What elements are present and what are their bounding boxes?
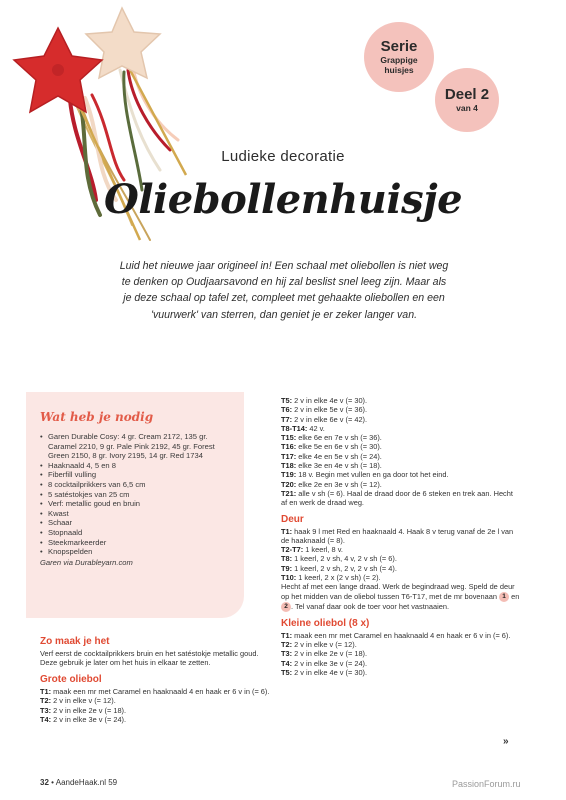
- pattern-row: T21: alle v sh (= 6). Haal de draad door de 6 steken en trek aan. Hecht af en werk de draad weg.: [281, 488, 513, 508]
- large-ball-heading: Grote oliebol: [40, 673, 102, 685]
- pattern-row: T15: elke 6e en 7e v sh (= 36).: [281, 433, 382, 443]
- step-number-1: 1: [499, 592, 509, 602]
- pattern-row: T4: 2 v in elke 3e v (= 24).: [281, 658, 368, 668]
- part-badge-subtitle: van 4: [456, 103, 478, 113]
- door-instructions: Hecht af met een lange draad. Werk de begindraad weg. Speld de deur op het midden van de oliebol tussen T6-T17, met de mr bovenaan 1 en 2 . Tel vanaf daar ook de toer voor het vastnaaien.: [281, 582, 520, 611]
- howto-heading: Zo maak je het: [40, 636, 110, 647]
- list-item: • Verf: metallic goud en bruin: [40, 499, 230, 509]
- list-item: • 5 satéstokjes van 25 cm: [40, 490, 230, 500]
- continue-arrow-icon: »: [503, 736, 509, 747]
- star-center: [52, 64, 64, 76]
- materials-list: [40, 432, 230, 557]
- pattern-row: T2: 2 v in elke v (= 12).: [281, 640, 357, 650]
- door-heading: Deur: [281, 513, 304, 525]
- watermark: PassionForum.ru: [452, 779, 521, 789]
- list-item: • Knopspelden: [40, 547, 230, 557]
- pattern-row: T2-T7: 1 keerl, 8 v.: [281, 545, 343, 555]
- right-column: [281, 396, 521, 677]
- small-ball-heading: Kleine oliebol (8 x): [281, 617, 370, 629]
- pattern-row: T2: 2 v in elke v (= 12).: [40, 696, 116, 706]
- pattern-row: T18: elke 3e en 4e v sh (= 18).: [281, 461, 382, 471]
- pattern-row: T7: 2 v in elke 6e v (= 42).: [281, 414, 368, 424]
- list-item: • Stopnaald: [40, 528, 230, 538]
- left-column: [40, 636, 270, 724]
- series-badge-line-2: huisjes: [384, 65, 414, 75]
- pattern-row: T4: 2 v in elke 3e v (= 24).: [40, 715, 127, 725]
- kicker: Ludieke decoratie: [221, 148, 345, 165]
- materials-title: Wat heb je nodig: [40, 410, 154, 424]
- list-item: • Garen Durable Cosy: 4 gr. Cream 2172, 135 gr. Caramel 2210, 9 gr. Pale Pink 2192, 45 gr. Forest Green 2150, 8 gr. Ivory 2195, 14 gr. Red 1734: [40, 432, 230, 461]
- list-item: • Kwast: [40, 509, 230, 519]
- series-badge-line-1: Grappige: [380, 55, 418, 65]
- list-item: • Steekmarkeerder: [40, 538, 230, 548]
- pattern-row: T19: 18 v. Begin met vullen en ga door tot het eind.: [281, 470, 449, 480]
- part-badge: [435, 68, 499, 132]
- pattern-row: T9: 1 keerl, 2 v sh, 2 v, 2 v sh (= 4).: [281, 563, 397, 573]
- yarn-source: Garen via Durableyarn.com: [40, 557, 133, 567]
- series-badge-title: Serie: [380, 38, 418, 55]
- list-item: • Fiberfill vulling: [40, 470, 230, 480]
- howto-text: Verf eerst de cocktailprikkers bruin en het satéstokje metallic goud. Deze gebruik je later om het huis in elkaar te zetten.: [40, 649, 259, 668]
- pattern-row: T1: haak 9 l met Red en haaknaald 4. Haak 8 v terug vanaf de 2e l van de haaknaald (= 8).: [281, 526, 514, 545]
- materials-panel: [26, 392, 244, 618]
- pattern-row: T3: 2 v in elke 2e v (= 18).: [40, 705, 127, 715]
- page-title: Oliebollenhuisje: [103, 176, 463, 223]
- intro-text: Luid het nieuwe jaar origineel in! Een schaal met oliebollen is niet weg te denken op Oudjaarsavond en hij zal beslist snel leeg zijn. Maar als je deze schaal op tafel zet, compleet met gehaakte oliebollen en een 'vuurwerk' van sterren, dan geniet je er zeker langer van.: [119, 260, 449, 321]
- list-item: • 8 cocktailprikkers van 6,5 cm: [40, 480, 230, 490]
- series-badge: [364, 22, 434, 92]
- pattern-row: T3: 2 v in elke 2e v (= 18).: [281, 649, 368, 659]
- pattern-row: T1: maak een mr met Caramel en haaknaald 4 en haak er 6 v in (= 6).: [281, 630, 511, 640]
- step-number-2: 2: [281, 602, 291, 612]
- pattern-row: T20: elke 2e en 3e v sh (= 12).: [281, 479, 382, 489]
- page-footer: [40, 778, 117, 787]
- footer-separator: •: [51, 778, 54, 787]
- list-item: • Schaar: [40, 518, 230, 528]
- pattern-row: T17: elke 4e en 5e v sh (= 24).: [281, 451, 382, 461]
- pattern-row: T8: 1 keerl, 2 v sh, 4 v, 2 v sh (= 6).: [281, 554, 397, 564]
- pattern-row: T5: 2 v in elke 4e v (= 30).: [281, 667, 368, 677]
- list-item: • Haaknaald 4, 5 en 8: [40, 461, 230, 471]
- page-number: 32: [40, 778, 49, 787]
- pattern-row: T8-T14: 42 v.: [281, 423, 325, 433]
- cream-star-icon: [86, 8, 160, 78]
- pattern-row: T16: elke 5e en 6e v sh (= 30).: [281, 442, 382, 452]
- part-badge-title: Deel 2: [444, 86, 490, 103]
- pattern-row: T6: 2 v in elke 5e v (= 36).: [281, 405, 368, 415]
- pattern-row: T10: 1 keerl, 2 x (2 v sh) (= 2).: [281, 573, 381, 583]
- pattern-row: T5: 2 v in elke 4e v (= 30).: [281, 396, 368, 405]
- publication-name: AandeHaak.nl 59: [55, 778, 118, 787]
- pattern-row: T1: maak een mr met Caramel en haaknaald 4 en haak er 6 v in (= 6).: [40, 686, 270, 696]
